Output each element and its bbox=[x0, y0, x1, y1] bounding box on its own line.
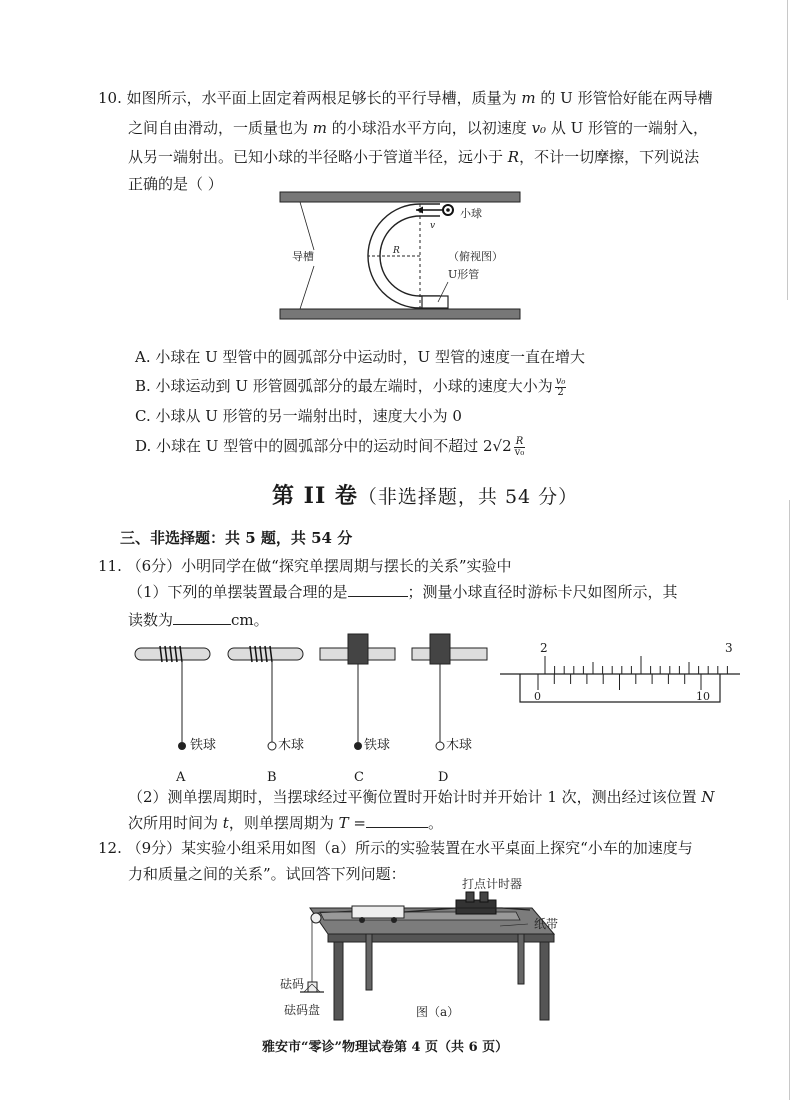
q11-part-1: （1）下列的单摆装置最合理的是 ；测量小球直径时游标卡尺如图所示，其 bbox=[128, 583, 678, 601]
groove-bottom bbox=[280, 309, 520, 319]
pendulum-d bbox=[412, 634, 487, 750]
q10-line-3: 从另一端射出。已知小球的半径略小于管道半径，远小于 R，不计一切摩擦，下列说法 bbox=[128, 148, 700, 166]
table-leg bbox=[334, 942, 343, 1020]
scan-edge-line bbox=[787, 0, 788, 300]
pendulum-b bbox=[228, 646, 303, 750]
pendulum-c-ball-label: 铁球 bbox=[364, 738, 391, 753]
table-leg bbox=[540, 942, 549, 1020]
symbol-R: R bbox=[507, 148, 520, 166]
answer-blank-choice[interactable] bbox=[348, 582, 408, 597]
timer bbox=[456, 900, 496, 914]
fraction-v0-over-2: $\frac{\text{v₀}}{2}$ bbox=[555, 375, 566, 398]
vernier-label-right: 10 bbox=[696, 690, 710, 703]
symbol-N: N bbox=[701, 788, 715, 806]
answer-blank-period[interactable] bbox=[366, 813, 428, 828]
part-3-heading: 三、非选择题：共 5 题，共 54 分 bbox=[120, 529, 353, 547]
q10-figure-utube bbox=[270, 190, 530, 325]
fraction-R-over-v0: $\frac{R}{\text{v₀}}$ bbox=[514, 435, 525, 458]
figure-caption: 图（a） bbox=[416, 1005, 460, 1019]
q10-option-a: A. 小球在 U 型管中的圆弧部分中运动时，U 型管的速度一直在增大 bbox=[135, 348, 585, 366]
label-tray: 砝码盘 bbox=[284, 1003, 321, 1017]
label-utube: U形管 bbox=[448, 268, 480, 281]
label-ball: 小球 bbox=[460, 207, 482, 220]
utube-end-block bbox=[422, 296, 448, 308]
q11-line-1: 11. （6分）小明同学在做“探究单摆周期与摆长的关系”实验中 bbox=[98, 557, 512, 575]
label-R: R bbox=[393, 246, 400, 256]
q12-line-2: 力和质量之间的关系”。试回答下列问题： bbox=[128, 865, 406, 883]
label-v: v bbox=[430, 221, 436, 231]
symbol-v0: v₀ bbox=[531, 119, 547, 137]
label-view: （俯视图） bbox=[448, 250, 503, 263]
pendulum-a-ball-label: 铁球 bbox=[190, 738, 217, 753]
answer-blank-reading[interactable] bbox=[173, 610, 231, 625]
vernier-caliper-figure bbox=[500, 636, 750, 716]
pendulum-a bbox=[135, 646, 210, 750]
pendulum-b-letter: B bbox=[267, 770, 277, 785]
label-tape: 纸带 bbox=[534, 917, 559, 931]
q12-apparatus-figure bbox=[270, 878, 580, 1028]
pendulum-b-ball-label: 木球 bbox=[278, 738, 305, 753]
q10-option-b: B. 小球运动到 U 形管圆弧部分的最左端时，小球的速度大小为 $\frac{\text{v₀}}{2}$ bbox=[135, 375, 566, 398]
table-leg bbox=[518, 934, 524, 984]
scan-edge-line bbox=[789, 500, 790, 1100]
q11-part-1-reading: 读数为 cm。 bbox=[128, 611, 269, 629]
pendulum-c bbox=[320, 634, 395, 750]
table-leg bbox=[366, 934, 372, 990]
q11-part-2-line-2: 次所用时间为 t，则单摆周期为 T = 。 bbox=[128, 814, 443, 832]
label-weight: 砝码 bbox=[280, 977, 305, 991]
symbol-m: m bbox=[312, 119, 328, 137]
pendulum-options-figure bbox=[130, 628, 500, 788]
q10-line-1: 10. 如图所示，水平面上固定着两根足够长的平行导槽，质量为 m 的 U 形管恰好能在两导槽 bbox=[98, 89, 713, 107]
main-scale-label-right: 3 bbox=[725, 641, 733, 655]
section-2-title: 第 II 卷（非选择题，共 54 分） bbox=[272, 483, 579, 509]
pendulum-c-letter: C bbox=[354, 770, 364, 785]
label-timer: 打点计时器 bbox=[462, 878, 523, 891]
symbol-t: t bbox=[222, 814, 229, 832]
pulley bbox=[311, 913, 321, 923]
q11-part-2-line-1: （2）测单摆周期时，当摆球经过平衡位置时开始计时并开始计 1 次，测出经过该位置 N bbox=[128, 788, 715, 806]
q10-option-c: C. 小球从 U 形管的另一端射出时，速度大小为 0 bbox=[135, 407, 462, 425]
vernier-label-left: 0 bbox=[534, 690, 541, 703]
pendulum-a-letter: A bbox=[176, 770, 186, 785]
cart bbox=[352, 906, 404, 918]
q10-line-4: 正确的是（ ） bbox=[128, 175, 223, 193]
label-groove: 导槽 bbox=[292, 250, 314, 263]
page-footer: 雅安市“零诊”物理试卷第 4 页（共 6 页） bbox=[262, 1040, 509, 1055]
symbol-m: m bbox=[521, 89, 536, 107]
main-scale-label-left: 2 bbox=[540, 641, 548, 655]
q10-line-2: 之间自由滑动，一质量也为 m 的小球沿水平方向，以初速度 v₀ 从 U 形管的一端射入， bbox=[128, 119, 709, 137]
groove-top bbox=[280, 192, 520, 202]
q10-option-d: D. 小球在 U 型管中的圆弧部分中的运动时间不超过 2√2 $\frac{R}{\text{v₀}}$ bbox=[135, 435, 525, 458]
pendulum-d-letter: D bbox=[438, 770, 449, 785]
pendulum-d-ball-label: 木球 bbox=[446, 738, 473, 753]
q12-line-1: 12. （9分）某实验小组采用如图（a）所示的实验装置在水平桌面上探究“小车的加速度与 bbox=[98, 839, 693, 857]
symbol-T: T bbox=[338, 814, 349, 832]
